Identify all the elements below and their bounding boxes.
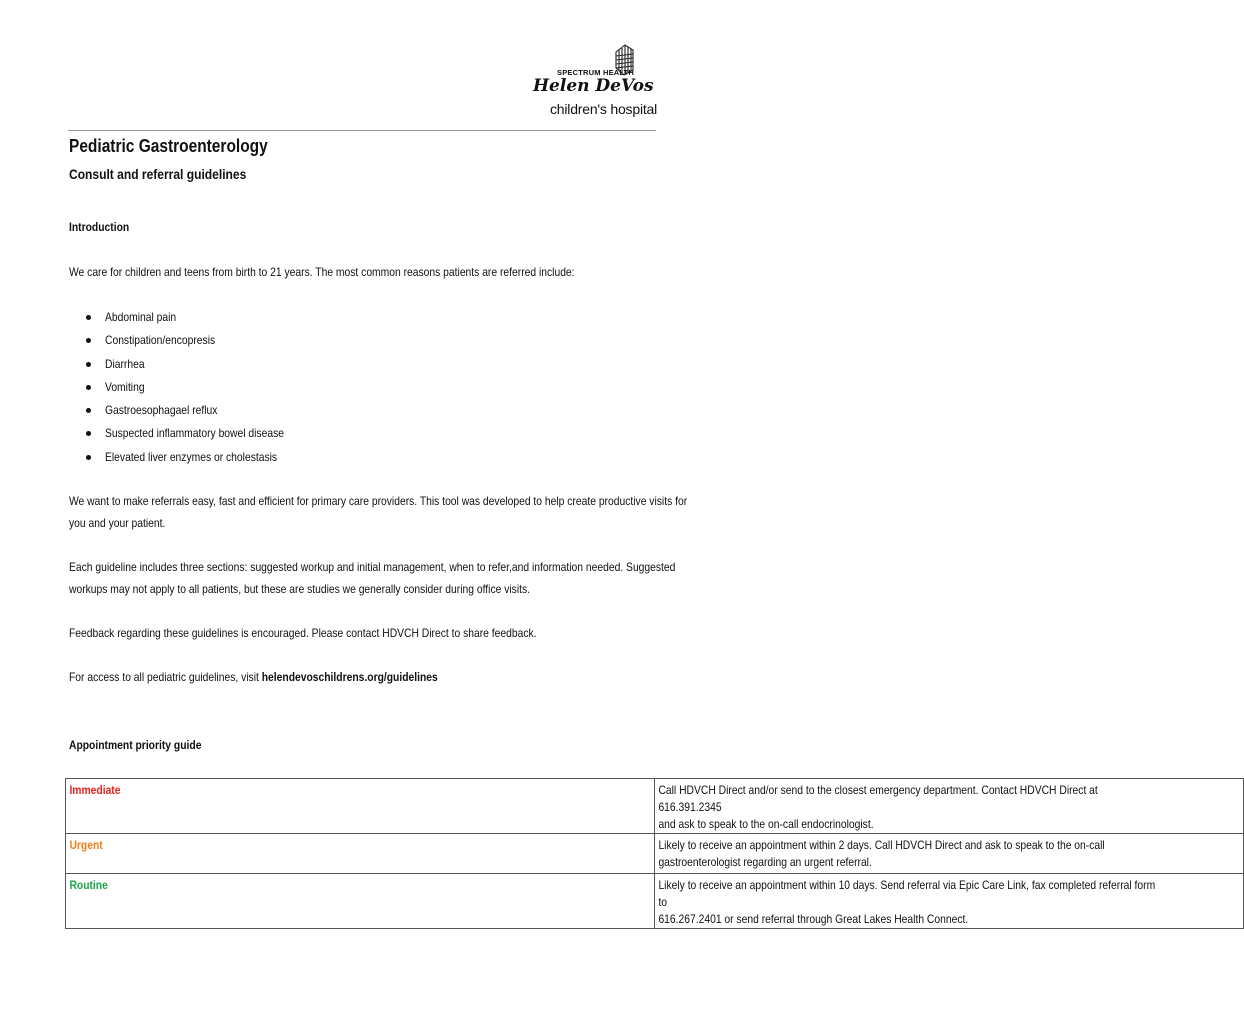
priority-desc-line: gastroenterologist regarding an urgent referral.	[658, 855, 872, 869]
intro-paragraph-sections: Each guideline includes three sections: suggested workup and initial management, when to refer,and information needed. Suggested workups may not apply to all patients, but these are studies we generally consider during office visits.	[69, 560, 676, 596]
priority-description-cell	[655, 834, 1244, 874]
priority-level-urgent: Urgent	[69, 838, 103, 852]
bullet-icon	[86, 455, 91, 460]
table-row	[66, 779, 1244, 834]
access-prefix: For access to all pediatric guidelines, visit	[69, 670, 262, 684]
guidelines-link[interactable]: helendevoschildrens.org/guidelines	[261, 670, 438, 684]
priority-level-cell	[66, 779, 655, 834]
header-divider	[68, 130, 656, 131]
intro-paragraph-access	[69, 666, 705, 688]
priority-desc-line: Call HDVCH Direct and/or send to the closest emergency department. Contact HDVCH Direct at 616.391.2345	[658, 783, 1098, 814]
priority-guide-heading: Appointment priority guide	[69, 738, 202, 752]
intro-paragraph-easy: We want to make referrals easy, fast and efficient for primary care providers. This tool was developed to help create productive visits for you and your patient.	[69, 494, 688, 530]
introduction-heading: Introduction	[69, 220, 130, 234]
logo-name: Helen DeVos	[533, 76, 654, 96]
priority-level-cell	[66, 834, 655, 874]
bullet-icon	[86, 385, 91, 390]
logo-subtitle: children's hospital	[550, 101, 658, 117]
table-row	[66, 834, 1244, 874]
priority-description-cell	[655, 779, 1244, 834]
priority-desc-line: Likely to receive an appointment within 2 days. Call HDVCH Direct and ask to speak to the on-call	[658, 838, 1105, 852]
hospital-logo	[527, 40, 667, 124]
bullet-icon	[86, 338, 91, 343]
logo-top-text: SPECTRUM HEALTH	[557, 68, 635, 77]
bullet-icon	[86, 431, 91, 436]
priority-desc-line: Likely to receive an appointment within 10 days. Send referral via Epic Care Link, fax completed referral form to	[658, 878, 1156, 909]
bullet-icon	[86, 315, 91, 320]
priority-desc-line: 616.267.2401 or send referral through Great Lakes Health Connect.	[658, 912, 969, 926]
priority-table	[65, 778, 1244, 929]
document-page: SPECTRUM HEALTH Helen DeVos children's hospital Pediatric Gastroenterology Consult and referral guidelines Introduction We care for children and teens from birth to 21 years. The most common reasons patients are referred include: Abdominal pain Constipation/encopresis Diarrhea Vomiting Gastroesophagael reflux Suspected inflammatory bowel disease Elevated liver enzymes or cholestasis We want to make referrals easy, fast and efficient for primary care providers. This tool was developed to help create productive visits for you and your patient. Each guideline includes three sections: suggested workup and initial management, when to refer,and information needed. Suggested workups may not apply to all patients, but these are studies we generally consider during office visits. Feedback regarding these guidelines is encouraged. Please contact HDVCH Direct to share feedback. For access to all pediatric guidelines, visit helendevoschildrens.org/guidelines Appointment priority guide Immediate Call HDVCH Direct and/or send to the closest emergency department. Contact HDVCH Direct at 616.391.2345 and ask to speak to the on-call endocrinologist. Urgent Likely to receive an appointment within 2 days. Call HDVCH Direct and ask to speak to the on-call gastroenterologist regarding an urgent referral. Routine Likely to receive an appointment within 10 days. Send referral via Epic Care Link, fax completed referral form to 616.267.2401 or send referral through Great Lakes Health Connect.	[0, 0, 770, 1024]
table-row	[66, 874, 1244, 929]
priority-desc-line: and ask to speak to the on-call endocrinologist.	[658, 817, 874, 831]
intro-paragraph-feedback: Feedback regarding these guidelines is encouraged. Please contact HDVCH Direct to share feedback.	[69, 626, 537, 640]
page-title: Pediatric Gastroenterology	[69, 136, 268, 156]
page-subtitle: Consult and referral guidelines	[69, 166, 247, 182]
bullet-icon	[86, 362, 91, 367]
priority-level-routine: Routine	[69, 878, 108, 892]
priority-level-immediate: Immediate	[69, 783, 121, 797]
intro-lead: We care for children and teens from birth to 21 years. The most common reasons patients are referred include:	[69, 265, 575, 279]
priority-description-cell	[655, 874, 1244, 929]
priority-level-cell	[66, 874, 655, 929]
bullet-icon	[86, 408, 91, 413]
